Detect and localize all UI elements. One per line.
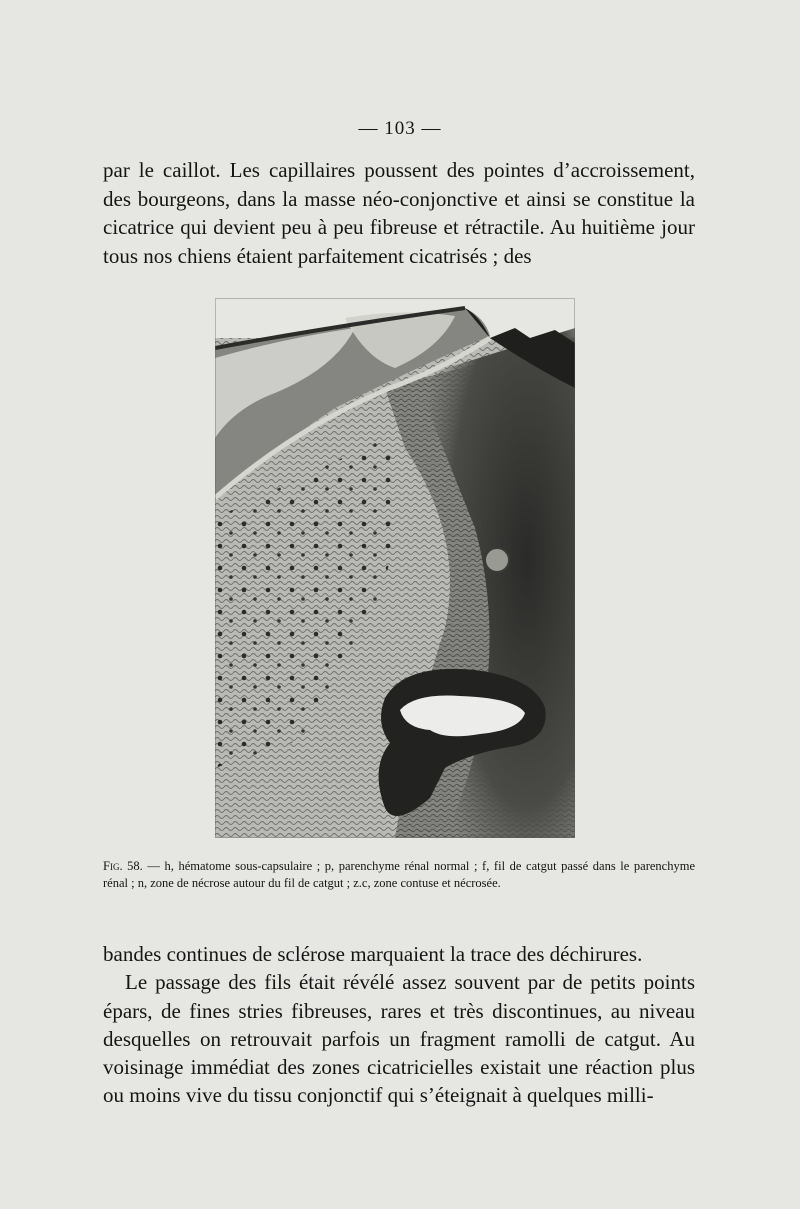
figure-caption [103, 858, 695, 892]
body-paragraph-top: par le caillot. Les capillaires poussent des pointes d’accroissement, des bourgeons, dans la masse néo-conjonctive et ainsi se constitue la cicatrice qui devient peu à peu fibreuse et rétractile. Au huitième jour tous nos chiens étaient parfaitement cicatrisés ; des [103, 158, 695, 268]
paragraph-continuation: bandes continues de sclérose marquaient la trace des déchirures. [103, 942, 643, 966]
histology-illustration [215, 298, 575, 838]
paragraph-main: Le passage des fils était révélé assez souvent par de petits points épars, de fines stries fibreuses, rares et très discontinues, au niveau desquelles on retrouvait parfois un fragment ramolli de catgut. Au voisinage immédiat des zones cicatricielles existait une réaction plus ou moins vive du tissu conjonctif qui s’éteignait à quelques milli- [103, 970, 695, 1108]
figure-caption-text: — h, hématome sous-capsulaire ; p, parenchyme rénal normal ; f, fil de catgut passé dans le parenchyme rénal ; n, zone de nécrose autour du fil de catgut ; z.c, zone contuse et nécrosée. [103, 859, 696, 890]
figure-label: Fig. 58. [103, 859, 143, 873]
body-paragraph-bottom [103, 940, 695, 1110]
page-number: — 103 — [358, 118, 442, 139]
figure-58 [215, 298, 575, 838]
